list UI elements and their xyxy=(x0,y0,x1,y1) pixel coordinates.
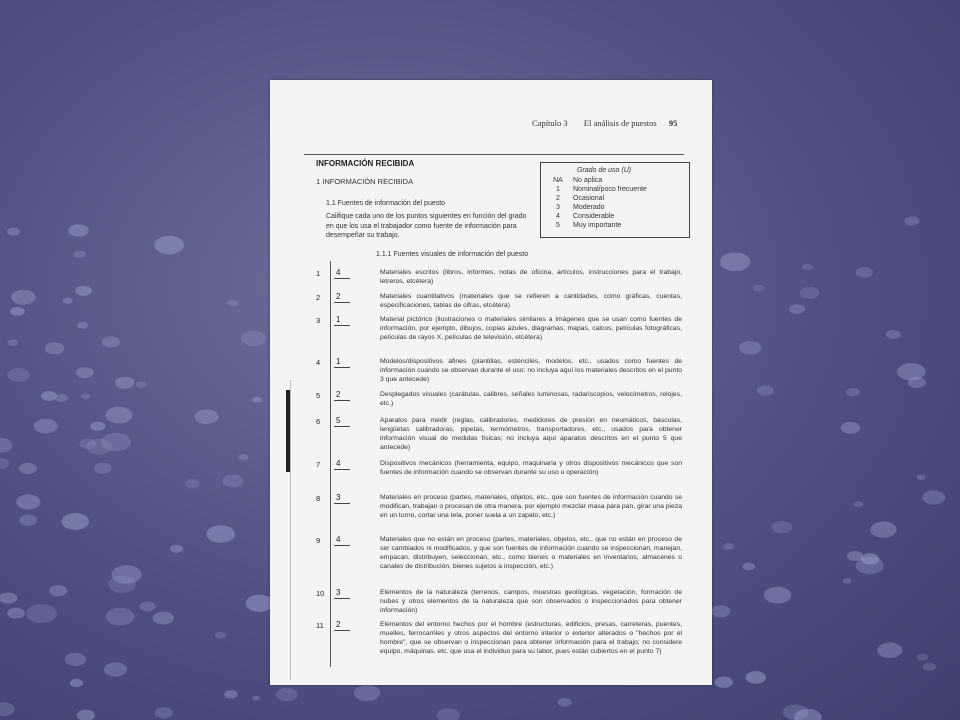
decorative-dot xyxy=(49,585,67,596)
decorative-dot xyxy=(743,563,756,571)
decorative-dot xyxy=(16,494,40,509)
decorative-dot xyxy=(7,608,25,619)
decorative-dot xyxy=(720,252,750,271)
item-rating: 3 xyxy=(336,588,341,597)
item-description: Elementos del entorno hechos por el hombre (estructuras, edificios, presas, carreteras, puentes, muelles, ferrocarriles y otros aspectos del entorno interior o exterior alterados o "hechos por el hombre", que se observan o inspeccionan para obtener información para el trabajo; no considere equipo, máquinas, etc. que usa el individuo para su labor, pues están cubiertos en el punto 7) xyxy=(380,621,682,655)
legend-row xyxy=(549,222,621,230)
decorative-dot xyxy=(63,298,73,304)
decorative-dot xyxy=(10,307,25,316)
legend-code: NA xyxy=(553,177,563,184)
item-description: Material pictórico (ilustraciones o materiales similares a imágenes que se usan como fuentes de información, por ejemplo, dibujos, copias azules, diagramas, mapas, calcos, películas fotográficas, películas de rayos X, películas de televisión, etcétera) xyxy=(380,316,682,341)
decorative-dot xyxy=(904,216,919,225)
rating-scale-legend xyxy=(540,162,690,238)
section-title: INFORMACIÓN RECIBIDA xyxy=(316,159,415,168)
decorative-dot xyxy=(224,690,237,698)
decorative-dot xyxy=(723,543,734,550)
item-number: 1 xyxy=(316,269,321,278)
legend-title: Grado de uso (U) xyxy=(577,167,632,174)
decorative-dot xyxy=(65,653,87,666)
legend-label: No aplica xyxy=(573,177,603,184)
decorative-dot xyxy=(846,388,860,396)
chapter-title: El análisis de puestos xyxy=(583,118,657,128)
item-rating: 1 xyxy=(336,357,341,366)
item-description: Materiales escritos (libros, informes, notas de oficina, artículos, instrucciones para el trabajo, letreros, etcétera) xyxy=(380,269,682,285)
decorative-dot xyxy=(102,336,120,347)
decorative-dot xyxy=(222,474,243,487)
decorative-dot xyxy=(7,228,20,236)
decorative-dot xyxy=(800,287,819,299)
legend-label: Moderado xyxy=(573,204,605,211)
item-number: 10 xyxy=(316,589,325,598)
subsection-1-1-1-title: 1.1.1 Fuentes visuales de información del puesto xyxy=(376,251,529,258)
decorative-dot xyxy=(856,557,884,574)
decorative-dot xyxy=(195,409,219,424)
item-number: 6 xyxy=(316,417,321,426)
decorative-dot xyxy=(711,605,731,617)
item-number: 2 xyxy=(316,293,321,302)
item-number: 3 xyxy=(316,316,321,325)
decorative-dot xyxy=(238,454,248,460)
decorative-dot xyxy=(19,463,37,474)
decorative-dot xyxy=(739,341,761,355)
decorative-dot xyxy=(41,391,57,401)
item-rating: 4 xyxy=(336,459,341,468)
decorative-dot xyxy=(802,264,813,271)
decorative-dot xyxy=(923,663,936,671)
legend-label: Muy importante xyxy=(573,222,622,229)
item-rating: 2 xyxy=(336,292,341,301)
item-description: Aparatos para medir (reglas, calibradores, medidores de presión en neumáticos, básculas, lengüetas calibradoras, pipetas, termómetros, transportadores, etc., usados para obtener información visual de medidas físicas; no incluya aquí aparatos descritos en el punto 5 que antecede) xyxy=(380,417,682,451)
decorative-dot xyxy=(0,702,15,716)
scanned-document-page xyxy=(270,80,712,685)
decorative-dot xyxy=(757,385,774,395)
decorative-dot xyxy=(215,632,227,639)
items-vertical-rule xyxy=(330,261,331,667)
legend-row xyxy=(549,186,647,194)
item-number: 9 xyxy=(316,536,321,545)
item-rating: 5 xyxy=(336,416,341,425)
decorative-dot xyxy=(81,393,91,399)
decorative-dot xyxy=(917,475,926,480)
decorative-dot xyxy=(746,671,767,684)
decorative-dot xyxy=(11,290,35,305)
item-rating: 4 xyxy=(336,268,341,277)
item-description: Dispositivos mecánicos (herramienta, equipo, maquinaria y otros dispositivos mecánicos que son fuentes de información cuando se observan durante su uso u operación) xyxy=(380,460,682,476)
rating-underline xyxy=(334,400,350,401)
decorative-dot xyxy=(8,339,19,346)
legend-label: Nominal/poco frecuente xyxy=(573,186,647,193)
decorative-dot xyxy=(68,224,88,237)
decorative-dot xyxy=(7,368,29,382)
decorative-dot xyxy=(206,525,235,543)
decorative-dot xyxy=(252,696,260,701)
item-description: Materiales en proceso (partes, materiales, objetos, etc., que son fuentes de información cuando se modifican, trabajan o procesan de otra manera, por ejemplo mezclar masa para pan, girar una pieza en un torno, cortar una tela, poner suela a un zapato, etc.) xyxy=(380,494,682,519)
decorative-dot xyxy=(170,545,183,553)
item-number: 8 xyxy=(316,494,321,503)
decorative-dot xyxy=(870,522,896,538)
legend-code: 2 xyxy=(556,195,560,202)
item-rating: 1 xyxy=(336,315,341,324)
decorative-dot xyxy=(856,267,873,278)
chapter-label: Capítulo 3 xyxy=(532,118,568,128)
legend-row xyxy=(549,204,605,212)
decorative-dot xyxy=(558,698,572,707)
legend-code: 1 xyxy=(556,186,560,193)
rating-underline xyxy=(334,469,350,470)
legend-code: 4 xyxy=(556,213,560,220)
page-number: 95 xyxy=(668,118,678,128)
decorative-dot xyxy=(106,608,135,626)
rating-underline xyxy=(334,302,350,303)
decorative-dot xyxy=(55,394,68,402)
legend-row xyxy=(549,213,614,221)
rating-underline xyxy=(334,325,350,326)
legend-row xyxy=(549,177,602,185)
decorative-dot xyxy=(764,587,791,604)
item-number: 4 xyxy=(316,358,321,367)
decorative-dot xyxy=(715,677,733,688)
item-description: Materiales cuantitativos (materiales que se refieren a cantidades, como gráficas, cuentas, especificaciones, tablas de cifras, etcétera) xyxy=(380,293,682,309)
decorative-dot xyxy=(789,304,805,314)
item-rating: 2 xyxy=(336,390,341,399)
decorative-dot xyxy=(90,422,105,431)
instruction-text: Califique cada uno de los puntos siguientes en función del grado en que los usa el trabajador como fuente de información para desempeñar su trabajo. xyxy=(326,213,527,239)
decorative-dot xyxy=(772,521,792,534)
decorative-dot xyxy=(0,592,17,603)
rating-underline xyxy=(334,367,350,368)
decorative-dot xyxy=(853,501,863,507)
decorative-dot xyxy=(922,490,945,504)
legend-row xyxy=(549,195,604,203)
decorative-dot xyxy=(80,439,97,449)
rating-underline xyxy=(334,426,350,427)
item-rating: 4 xyxy=(336,535,341,544)
subsection-title: 1 INFORMACIÓN RECIBIDA xyxy=(316,177,414,186)
decorative-dot xyxy=(62,513,89,530)
page-header xyxy=(532,118,702,128)
legend-label: Ocasional xyxy=(573,195,605,202)
decorative-dot xyxy=(185,479,200,488)
item-number: 7 xyxy=(316,460,321,469)
decorative-dot xyxy=(897,363,925,381)
decorative-dot xyxy=(354,685,381,701)
decorative-dot xyxy=(252,397,262,403)
rating-underline xyxy=(334,278,350,279)
decorative-dot xyxy=(437,708,460,720)
decorative-dot xyxy=(45,342,64,354)
decorative-dot xyxy=(153,611,174,624)
decorative-dot xyxy=(154,236,184,254)
decorative-dot xyxy=(94,463,112,474)
item-rating: 3 xyxy=(336,493,341,502)
subsection-1-1-title: 1.1 Fuentes de información del puesto xyxy=(326,200,446,207)
decorative-dot xyxy=(241,331,266,346)
decorative-dot xyxy=(73,250,85,257)
decorative-dot xyxy=(75,286,92,296)
decorative-dot xyxy=(105,407,132,424)
rating-underline xyxy=(334,630,350,631)
legend-label: Considerable xyxy=(573,213,615,220)
decorative-dot xyxy=(77,710,95,720)
page-fold-line xyxy=(290,380,291,680)
decorative-dot xyxy=(104,662,127,676)
decorative-dot xyxy=(139,601,155,611)
rating-underline xyxy=(334,545,350,546)
decorative-dot xyxy=(34,419,58,434)
decorative-dot xyxy=(77,322,88,329)
rating-underline xyxy=(334,598,350,599)
decorative-dot xyxy=(111,565,141,584)
decorative-dot xyxy=(753,285,765,292)
decorative-dot xyxy=(136,381,146,387)
decorative-dot xyxy=(917,654,929,661)
item-number: 11 xyxy=(316,621,324,630)
decorative-dot xyxy=(276,688,298,701)
item-description: Materiales que no están en proceso (partes, materiales, objetos, etc., que no están en proceso de ser cambiados ni modificados, y que son fuentes de información cuando se inspeccionan, manejan, empacan, distribuyen, seleccionan, etc., como bienes o materiales en inventarios, almacenes o canales de distribución, bienes sujetos a inspección, etc.) xyxy=(380,536,682,570)
decorative-dot xyxy=(26,604,57,623)
item-description: Modelos/dispositivos afines (plantillas, esténciles, modelos, etc., usados como fuentes de información cuando se observan durante el uso; no incluya aquí los materiales descritos en el punto 3 que antecede) xyxy=(380,358,682,383)
decorative-dot xyxy=(227,300,238,307)
decorative-dot xyxy=(843,578,852,584)
decorative-dot xyxy=(154,707,172,718)
legend-code: 5 xyxy=(556,222,560,229)
decorative-dot xyxy=(841,422,860,434)
decorative-dot xyxy=(877,642,902,658)
section-top-rule xyxy=(304,154,684,155)
item-description: Desplegados visuales (carátulas, calibres, señales luminosas, radariscopios, velocímetros, relojes, etc.) xyxy=(380,391,682,407)
decorative-dot xyxy=(0,458,9,469)
decorative-dot xyxy=(70,679,83,687)
item-number: 5 xyxy=(316,391,321,400)
decorative-dot xyxy=(886,330,901,339)
decorative-dot xyxy=(19,515,37,526)
legend-code: 3 xyxy=(556,204,560,211)
decorative-dot xyxy=(783,704,809,720)
decorative-dot xyxy=(115,377,135,389)
rating-underline xyxy=(334,503,350,504)
decorative-dot xyxy=(0,438,12,453)
decorative-dot xyxy=(76,367,94,378)
item-description: Elementos de la naturaleza (terrenos, campos, muestras geológicas, vegetación, formación de nubes y otros elementos de la naturaleza que son observados o inspeccionados para obtener información) xyxy=(380,589,682,614)
item-rating: 2 xyxy=(336,620,341,629)
